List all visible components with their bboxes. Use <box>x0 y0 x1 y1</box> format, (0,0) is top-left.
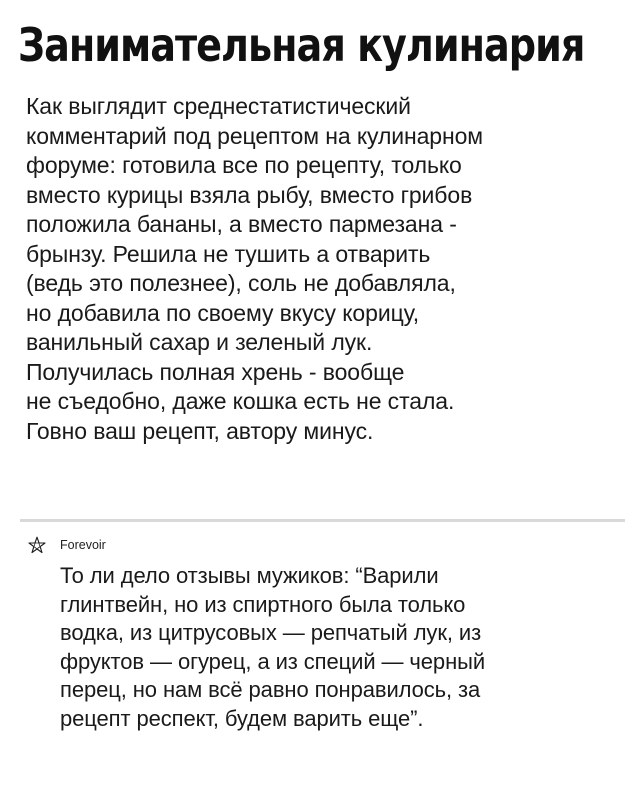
post-line: не съедобно, даже кошка есть не стала. <box>26 388 455 414</box>
comment-line: водка, из цитрусовых — репчатый лук, из <box>60 620 482 645</box>
comment-header <box>28 533 106 557</box>
post-line: (ведь это полезнее), соль не добавляла, <box>26 270 456 296</box>
post-line: положила бананы, а вместо пармезана - <box>26 211 457 237</box>
comment-line: То ли дело отзывы мужиков: “Варили <box>60 563 439 588</box>
post-line: комментарий под рецептом на кулинарном <box>26 122 483 149</box>
comment-line: рецепт респект, будем варить еще”. <box>60 705 424 731</box>
comment-author[interactable]: Forevoir <box>60 538 106 552</box>
post-line: но добавила по своему вкусу корицу, <box>26 299 420 326</box>
comment-line: глинтвейн, но из спиртного была только <box>60 591 466 617</box>
comment-line: перец, но нам всё равно понравилось, за <box>60 677 481 702</box>
page-title: Занимательная кулинария <box>18 18 585 72</box>
pentagram-icon[interactable] <box>28 536 46 554</box>
comment-body <box>60 562 630 733</box>
post-line: форуме: готовила все по рецепту, только <box>26 152 462 178</box>
post-line: ванильный сахар и зеленый лук. <box>26 329 373 355</box>
comment-line: фруктов — огурец, а из специй — черный <box>60 648 486 674</box>
post-line: Как выглядит среднестатистический <box>26 93 411 119</box>
post-line: Говно ваш рецепт, автору минус. <box>26 417 374 444</box>
post-body <box>26 92 622 446</box>
post-line: брынзу. Решила не тушить а отварить <box>26 240 431 267</box>
post-line: вместо курицы взяла рыбу, вместо грибов <box>26 181 473 208</box>
section-divider <box>20 519 625 522</box>
post-line: Получилась полная хрень - вообще <box>26 358 405 385</box>
